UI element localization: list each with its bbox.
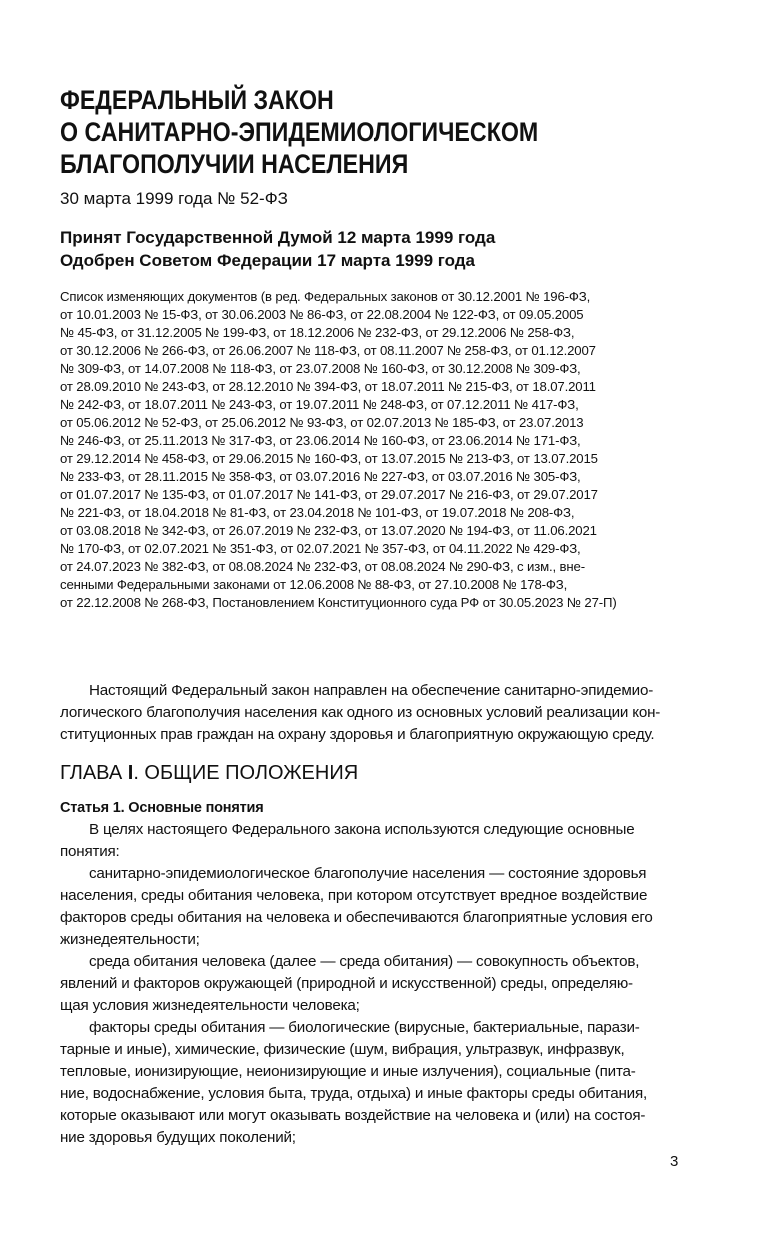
amendment-line: № 309-ФЗ, от 14.07.2008 № 118-ФЗ, от 23.07.2008 № 160-ФЗ, от 30.12.2008 № 309-ФЗ, — [60, 361, 581, 376]
amendment-line: от 29.12.2014 № 458-ФЗ, от 29.06.2015 № 160-ФЗ, от 13.07.2015 № 213-ФЗ, от 13.07.2015 — [60, 451, 598, 466]
amendment-line: № 170-ФЗ, от 02.07.2021 № 351-ФЗ, от 02.07.2021 № 357-ФЗ, от 04.11.2022 № 429-ФЗ, — [60, 541, 581, 556]
preamble-line: логического благополучия населения как одного из основных условий реализации кон- — [60, 704, 661, 721]
amendment-line: от 05.06.2012 № 52-ФЗ, от 25.06.2012 № 93-ФЗ, от 02.07.2013 № 185-ФЗ, от 23.07.2013 — [60, 415, 584, 430]
amendment-line: от 10.01.2003 № 15-ФЗ, от 30.06.2003 № 86-ФЗ, от 22.08.2004 № 122-ФЗ, от 09.05.2005 — [60, 307, 584, 322]
article-line: щая условия жизнедеятельности человека; — [60, 997, 360, 1014]
preamble — [60, 680, 680, 746]
amendment-line: № 246-ФЗ, от 25.11.2013 № 317-ФЗ, от 23.06.2014 № 160-ФЗ, от 23.06.2014 № 171-ФЗ, — [60, 433, 581, 448]
amendment-line: № 221-ФЗ, от 18.04.2018 № 81-ФЗ, от 23.04.2018 № 101-ФЗ, от 19.07.2018 № 208-ФЗ, — [60, 505, 575, 520]
chapter-title: . ОБЩИЕ ПОЛОЖЕНИЯ — [133, 762, 359, 784]
title-line-1: ФЕДЕРАЛЬНЫЙ ЗАКОН — [60, 85, 334, 115]
amendment-line: от 22.12.2008 № 268-ФЗ, Постановлением Конституционного суда РФ от 30.05.2023 № 27-П) — [60, 595, 617, 610]
article-line: факторы среды обитания — биологические (вирусные, бактериальные, парази- — [89, 1019, 640, 1036]
amendment-line: сенными Федеральными законами от 12.06.2008 № 88-ФЗ, от 27.10.2008 № 178-ФЗ, — [60, 577, 568, 592]
adopted-duma: Принят Государственной Думой 12 марта 1999 года — [60, 228, 496, 247]
article-line: понятия: — [60, 843, 120, 860]
article-line: ние здоровья будущих поколений; — [60, 1129, 296, 1146]
title-line-2: О САНИТАРНО-ЭПИДЕМИОЛОГИЧЕСКОМ — [60, 117, 539, 147]
chapter-prefix: ГЛАВА — [60, 762, 128, 784]
amendment-line: № 45-ФЗ, от 31.12.2005 № 199-ФЗ, от 18.12.2006 № 232-ФЗ, от 29.12.2006 № 258-ФЗ, — [60, 325, 575, 340]
amendment-line: от 01.07.2017 № 135-ФЗ, от 01.07.2017 № 141-ФЗ, от 29.07.2017 № 216-ФЗ, от 29.07.2017 — [60, 487, 598, 502]
amendment-line: Список изменяющих документов (в ред. Федеральных законов от 30.12.2001 № 196-ФЗ, — [60, 289, 591, 304]
article-line: которые оказывают или могут оказывать воздействие на человека и (или) на состоя- — [60, 1107, 646, 1124]
title-line-3: БЛАГОПОЛУЧИИ НАСЕЛЕНИЯ — [60, 149, 409, 179]
chapter-heading — [60, 760, 358, 786]
article-1 — [60, 797, 680, 1149]
preamble-line: Настоящий Федеральный закон направлен на обеспечение санитарно-эпидемио- — [89, 682, 654, 699]
adoption-info — [60, 226, 700, 272]
article-line: тарные и иные), химические, физические (шум, вибрация, ультразвук, инфразвук, — [60, 1041, 625, 1058]
article-line: явлений и факторов окружающей (природной и искусственной) среды, определяю- — [60, 975, 633, 992]
article-line: санитарно-эпидемиологическое благополучие населения — состояние здоровья — [89, 865, 647, 882]
article-title: Статья 1. Основные понятия — [60, 800, 264, 816]
page-number: 3 — [670, 1153, 679, 1170]
amendment-line: от 24.07.2023 № 382-ФЗ, от 08.08.2024 № 232-ФЗ, от 08.08.2024 № 290-ФЗ, с изм., вне- — [60, 559, 585, 574]
article-line: жизнедеятельности; — [60, 931, 200, 948]
article-line: тепловые, ионизирующие, неионизирующие и иные излучения), социальные (пита- — [60, 1063, 636, 1080]
article-line: ние, водоснабжение, условия быта, труда, отдыха) и иные факторы среды обитания, — [60, 1085, 647, 1102]
amendment-line: от 03.08.2018 № 342-ФЗ, от 26.07.2019 № 232-ФЗ, от 13.07.2020 № 194-ФЗ, от 11.06.2021 — [60, 523, 597, 538]
article-line: факторов среды обитания на человека и обеспечиваются благоприятные условия его — [60, 909, 653, 926]
amendment-line: от 30.12.2006 № 266-ФЗ, от 26.06.2007 № 118-ФЗ, от 08.11.2007 № 258-ФЗ, от 01.12.2007 — [60, 343, 596, 358]
amendments-list — [60, 288, 700, 612]
article-line: населения, среды обитания человека, при котором отсутствует вредное воздействие — [60, 887, 648, 904]
amendment-line: от 28.09.2010 № 243-ФЗ, от 28.12.2010 № 394-ФЗ, от 18.07.2011 № 215-ФЗ, от 18.07.2011 — [60, 379, 596, 394]
amendment-line: № 233-ФЗ, от 28.11.2015 № 358-ФЗ, от 03.07.2016 № 227-ФЗ, от 03.07.2016 № 305-ФЗ, — [60, 469, 581, 484]
preamble-line: ституционных прав граждан на охрану здоровья и благоприятную окружающую среду. — [60, 726, 655, 743]
law-date: 30 марта 1999 года № 52-ФЗ — [60, 189, 288, 208]
amendment-line: № 242-ФЗ, от 18.07.2011 № 243-ФЗ, от 19.07.2011 № 248-ФЗ, от 07.12.2011 № 417-ФЗ, — [60, 397, 579, 412]
law-title — [60, 84, 593, 180]
approved-federation-council: Одобрен Советом Федерации 17 марта 1999 года — [60, 251, 476, 270]
article-line: среда обитания человека (далее — среда обитания) — совокупность объектов, — [89, 953, 640, 970]
chapter-number: I — [127, 762, 134, 784]
article-line: В целях настоящего Федерального закона используются следующие основные — [89, 821, 635, 838]
